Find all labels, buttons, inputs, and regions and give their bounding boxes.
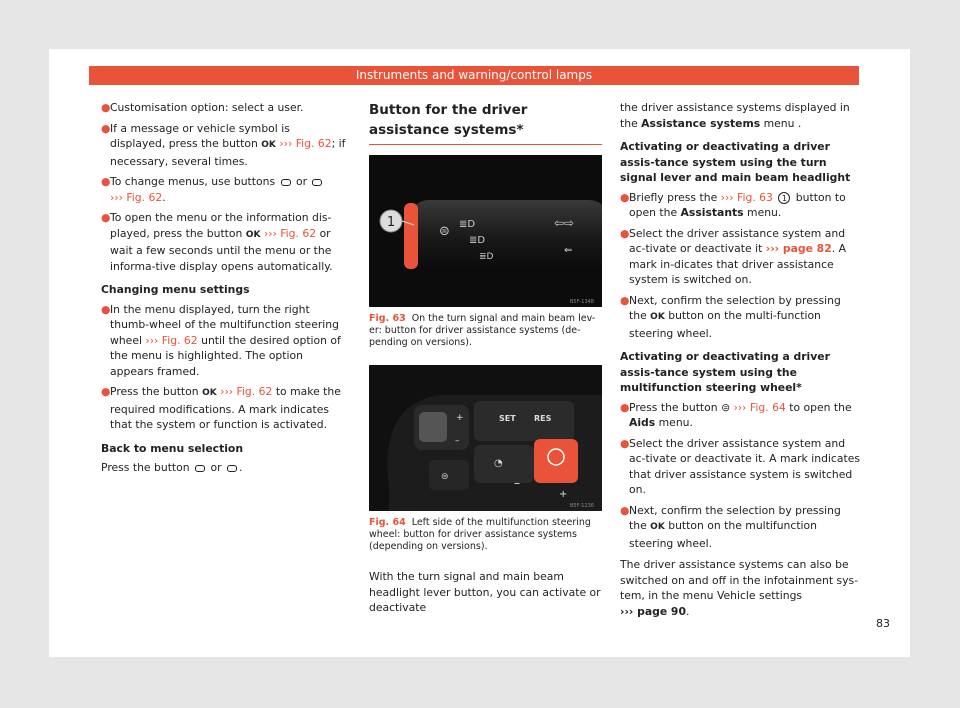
list-item: ● To open the menu or the information dis-played, press the button OK ››› Fig. 62 or wait a few seconds until the menu or the informa-tive display opens automatically. bbox=[101, 211, 333, 273]
bullet-icon: ● bbox=[620, 293, 630, 307]
svg-text:⊜: ⊜ bbox=[439, 224, 450, 239]
paragraph: Press the button or . bbox=[101, 461, 243, 474]
svg-text:B5F-1348: B5F-1348 bbox=[569, 299, 594, 305]
list-item: ● Press the button OK ››› Fig. 62 to make the required modifications. A mark indicates that the system or function is activated. bbox=[101, 385, 341, 431]
svg-text:≣D: ≣D bbox=[459, 219, 476, 230]
section-header: Instruments and warning/control lamps bbox=[89, 66, 859, 85]
callout-1: 1 bbox=[386, 215, 396, 230]
svg-text:RES: RES bbox=[534, 414, 552, 423]
subheading: Activating or deactivating a driver assis-tance system using the turn signal lever and main beam headlight bbox=[620, 140, 851, 184]
bullet-icon: ● bbox=[620, 503, 630, 517]
menu-left-button-icon bbox=[281, 179, 291, 186]
svg-text:–: – bbox=[514, 476, 520, 490]
ok-button-symbol: OK bbox=[202, 388, 217, 398]
bullet-icon: ● bbox=[101, 385, 111, 398]
bullet-icon: ● bbox=[620, 400, 630, 414]
bullet-icon: ● bbox=[101, 121, 111, 135]
fig-62-link[interactable]: ››› Fig. 62 bbox=[220, 385, 273, 398]
menu-left-button-icon bbox=[195, 465, 205, 472]
ok-button-symbol: OK bbox=[650, 312, 665, 322]
list-item: ● Next, confirm the selection by pressing the OK button on the multifunction steering wheel. bbox=[620, 503, 841, 550]
page-number: 83 bbox=[876, 617, 890, 630]
list-item: ● Select the driver assistance system and ac-tivate or deactivate it ››› page 82. A mark in-dicates that driver assistance system is switched on. bbox=[620, 226, 846, 286]
list-item: ● Next, confirm the selection by pressing the OK button on the multi-function steering wheel. bbox=[620, 293, 841, 340]
fig-62-link[interactable]: ››› Fig. 62 bbox=[263, 226, 317, 240]
column-right bbox=[620, 100, 860, 625]
menu-right-button-icon bbox=[227, 465, 237, 472]
fig-63-link[interactable]: ››› Fig. 63 bbox=[720, 190, 773, 204]
bullet-icon: ● bbox=[620, 190, 630, 204]
driver-assist-icon: ⊜ bbox=[721, 400, 731, 414]
svg-text:◔: ◔ bbox=[494, 458, 503, 469]
figure-63-caption: Fig. 63 On the turn signal and main beam lev-er: button for driver assistance systems (de-pending on versions). bbox=[369, 313, 596, 348]
bullet-icon: ● bbox=[620, 226, 630, 240]
column-middle bbox=[369, 100, 602, 622]
list-item: ● Customisation option: select a user. bbox=[101, 101, 304, 114]
subheading: Back to menu selection bbox=[101, 441, 244, 455]
list-item: ● Select the driver assistance system and ac-tivate or deactivate it. A mark indicates that driver assistance system is switched on. bbox=[620, 436, 860, 496]
svg-text:≣D: ≣D bbox=[479, 252, 494, 262]
paragraph: the driver assistance systems displayed in the Assistance systems menu . bbox=[620, 101, 850, 130]
ok-button-symbol: OK bbox=[650, 522, 665, 532]
fig-64-link[interactable]: ››› Fig. 64 bbox=[733, 400, 786, 414]
svg-text:⊜: ⊜ bbox=[441, 472, 449, 482]
fig-62-link[interactable]: ››› Fig. 62 bbox=[279, 137, 332, 150]
bullet-icon: ● bbox=[101, 175, 111, 188]
ok-button-symbol: OK bbox=[245, 229, 261, 240]
list-item: ● Press the button ⊜ ››› Fig. 64 to open the Aids menu. bbox=[620, 400, 852, 429]
list-item: ● If a message or vehicle symbol is displayed, press the button OK ››› Fig. 62; if necessary, several times. bbox=[101, 121, 346, 168]
page-82-link[interactable]: ››› page 82 bbox=[765, 242, 832, 255]
svg-text:SET: SET bbox=[499, 414, 516, 423]
ok-button-symbol: OK bbox=[261, 140, 276, 150]
subheading: Activating or deactivating a driver assis-tance system using the multifunction steering wheel* bbox=[620, 350, 830, 394]
steering-wheel-buttons-illustration bbox=[369, 365, 602, 511]
subheading: Changing menu settings bbox=[101, 283, 250, 296]
turn-signal-lever-illustration bbox=[369, 155, 602, 307]
svg-text:+: + bbox=[456, 413, 464, 423]
svg-text:+: + bbox=[559, 489, 568, 500]
bullet-icon: ● bbox=[101, 101, 111, 114]
column-left bbox=[101, 100, 346, 482]
list-item: ● To change menus, use buttons or ››› Fig. 62. bbox=[101, 174, 346, 205]
list-item: ● Briefly press the ››› Fig. 63 1 button to open the Assistants menu. bbox=[620, 190, 846, 219]
svg-text:–: – bbox=[455, 436, 460, 446]
fig-62-link[interactable]: ››› Fig. 62 bbox=[110, 190, 163, 204]
svg-text:⇦⇨: ⇦⇨ bbox=[554, 216, 575, 230]
bullet-icon: ● bbox=[620, 436, 630, 450]
svg-text:⇐: ⇐ bbox=[564, 245, 573, 256]
svg-text:B5F-1236: B5F-1236 bbox=[569, 503, 594, 509]
figure-64-image bbox=[369, 365, 602, 511]
menu-right-button-icon bbox=[312, 179, 322, 186]
figure-64-caption: Fig. 64 Left side of the multifunction steering wheel: button for driver assistance systems (depending on versions). bbox=[369, 517, 591, 552]
list-item: ● In the menu displayed, turn the right thumb-wheel of the multifunction steering wheel ››› Fig. 62 until the desired option of the menu is highlighted. The option appears framed. bbox=[101, 302, 341, 378]
figure-63-image bbox=[369, 155, 602, 307]
callout-1-marker: 1 bbox=[778, 192, 790, 204]
bullet-icon: ● bbox=[101, 211, 111, 224]
bullet-icon: ● bbox=[101, 302, 111, 316]
page-90-link[interactable]: ››› page 90 bbox=[620, 604, 686, 618]
paragraph: The driver assistance systems can also be switched on and off in the infotainment sys-tem, in the menu Vehicle settings ››› page 90. bbox=[620, 558, 859, 618]
fig-62-link[interactable]: ››› Fig. 62 bbox=[145, 333, 198, 347]
paragraph: With the turn signal and main beam headlight lever button, you can activate or deactivate bbox=[369, 570, 601, 614]
section-title: Button for the driver assistance systems* bbox=[369, 100, 602, 145]
svg-text:≣D: ≣D bbox=[469, 235, 486, 246]
